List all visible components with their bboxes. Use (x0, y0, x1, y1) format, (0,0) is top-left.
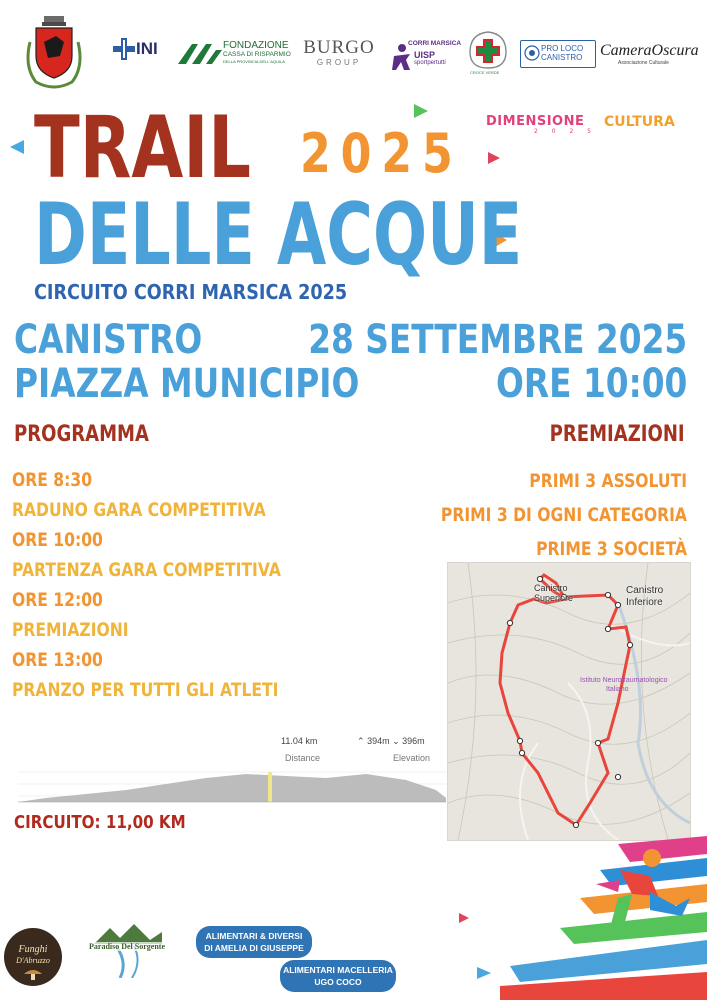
decor-triangle-icon (458, 912, 470, 924)
funghi-logo (4, 928, 62, 986)
camera-oscura-icon: CameraOscura (600, 42, 699, 59)
event-title-line1: TRAIL (34, 98, 252, 198)
programma-desc: PREMIAZIONI (12, 619, 129, 641)
croce-verde-icon (466, 30, 510, 70)
event-town: CANISTRO (14, 317, 203, 363)
ini-logo (112, 36, 164, 62)
programma-desc: PRANZO PER TUTTI GLI ATLETI (12, 679, 279, 701)
proloco-label: PRO LOCO CANISTRO (541, 44, 584, 62)
croce-verde-label: CROCE VERDE (470, 70, 500, 75)
map-label: Inferiore (626, 597, 663, 608)
event-circuit: CIRCUITO CORRI MARSICA 2025 (34, 280, 348, 304)
camera-oscura-logo (600, 42, 699, 70)
camera-oscura-sub: Associazione Culturale (618, 60, 669, 66)
burgo-title: BURGO (303, 37, 375, 58)
fondazione-sub1: CASSA DI RISPARMIO (223, 51, 291, 58)
event-place: PIAZZA MUNICIPIO (14, 361, 360, 407)
elevation-label: Elevation (393, 753, 431, 763)
elevation-profile (6, 768, 446, 810)
programma-time: ORE 13:00 (12, 649, 103, 671)
fondazione-logo-icon (178, 44, 222, 64)
decor-triangle-icon (412, 102, 430, 120)
programma-heading: PROGRAMMA (14, 422, 149, 447)
elev-up-icon: ⌃ (357, 736, 365, 746)
fondazione-sub2: DELLA PROVINCIA DELL'AQUILA (223, 59, 285, 64)
elev-up: 394m (367, 736, 390, 746)
event-date: 28 SETTEMBRE 2025 (307, 317, 687, 363)
event-title-line2: DELLE ACQUE (34, 185, 523, 285)
programma-time: ORE 12:00 (12, 589, 103, 611)
sponsor-row (0, 0, 707, 100)
programma-time: ORE 8:30 (12, 469, 93, 491)
route-map (447, 562, 691, 841)
elev-down-icon: ⌄ (392, 736, 400, 746)
programma-desc: RADUNO GARA COMPETITIVA (12, 499, 266, 521)
fondazione-title: FONDAZIONE (223, 40, 289, 51)
map-label: Italiano (606, 686, 629, 693)
sponsor-alimentari-diversi (196, 926, 312, 958)
paradiso-logo (82, 922, 172, 978)
pill-line: ALIMENTARI & DIVERSI (205, 931, 303, 941)
croce-verde-logo (464, 30, 514, 78)
funghi-label-2: D'Abruzzo (16, 956, 50, 965)
comune-crest-icon (22, 12, 86, 92)
distance-value: 11.04 km (281, 736, 318, 746)
premiazioni-item: PRIMI 3 ASSOLUTI (529, 470, 687, 492)
dimensione-cultura-logo (486, 114, 696, 138)
burgo-sub: GROUP (316, 58, 362, 67)
dimensione-part2: CULTURA (604, 114, 675, 130)
map-label: Istituto Neurotraumatologico (580, 677, 668, 684)
funghi-label: Funghi (18, 944, 48, 955)
map-label: Canistro (534, 583, 568, 593)
decor-triangle-icon (476, 966, 492, 980)
distance-label: Distance (285, 753, 321, 763)
elev-down: 396m (402, 736, 425, 746)
pill-line: DI AMELIA DI GIUSEPPE (204, 943, 304, 953)
decor-triangle-icon (486, 150, 502, 166)
premiazioni-item: PRIMI 3 DI OGNI CATEGORIA (440, 504, 687, 526)
uisp-title: CORRI MARSICA (408, 40, 462, 47)
uisp-sub: sportpertutti (414, 60, 446, 66)
dimensione-part1: DIMENSIONE (486, 114, 585, 129)
sponsor-alimentari-macelleria (280, 960, 396, 992)
dimensione-year: 2 0 2 5 (534, 128, 597, 135)
premiazioni-list (357, 464, 687, 566)
event-year: 2025 (300, 122, 463, 185)
pill-line: ALIMENTARI MACELLERIA (283, 965, 393, 975)
runner-graphic-icon (500, 836, 707, 1000)
elevation-stats (275, 734, 445, 768)
fondazione-logo (178, 40, 290, 66)
mushroom-icon (22, 966, 44, 980)
uisp-name: UISP (414, 50, 436, 60)
premiazioni-heading: PREMIAZIONI (549, 422, 685, 447)
premiazioni-item: PRIME 3 SOCIETÀ (536, 538, 687, 560)
paradiso-label: Paradiso Del Sorgente (82, 942, 172, 951)
programma-time: ORE 10:00 (12, 529, 103, 551)
event-time: ORE 10:00 (495, 361, 687, 407)
elevation-values (357, 736, 425, 747)
programma-desc: PARTENZA GARA COMPETITIVA (12, 559, 281, 581)
uisp-logo (390, 40, 460, 76)
decor-triangle-icon (8, 138, 26, 156)
ini-logo-icon (112, 36, 136, 62)
proloco-logo-icon (524, 45, 540, 61)
burgo-logo (300, 38, 378, 70)
map-label: Superiore (534, 593, 574, 603)
elevation-chart (6, 768, 446, 810)
map-label: Canistro (626, 585, 664, 596)
circuit-length: CIRCUITO: 11,00 KM (14, 812, 186, 833)
programma-list (12, 466, 332, 706)
pill-line: UGO COCO (314, 977, 362, 987)
proloco-logo (520, 40, 596, 68)
ini-label: INI (136, 39, 158, 58)
